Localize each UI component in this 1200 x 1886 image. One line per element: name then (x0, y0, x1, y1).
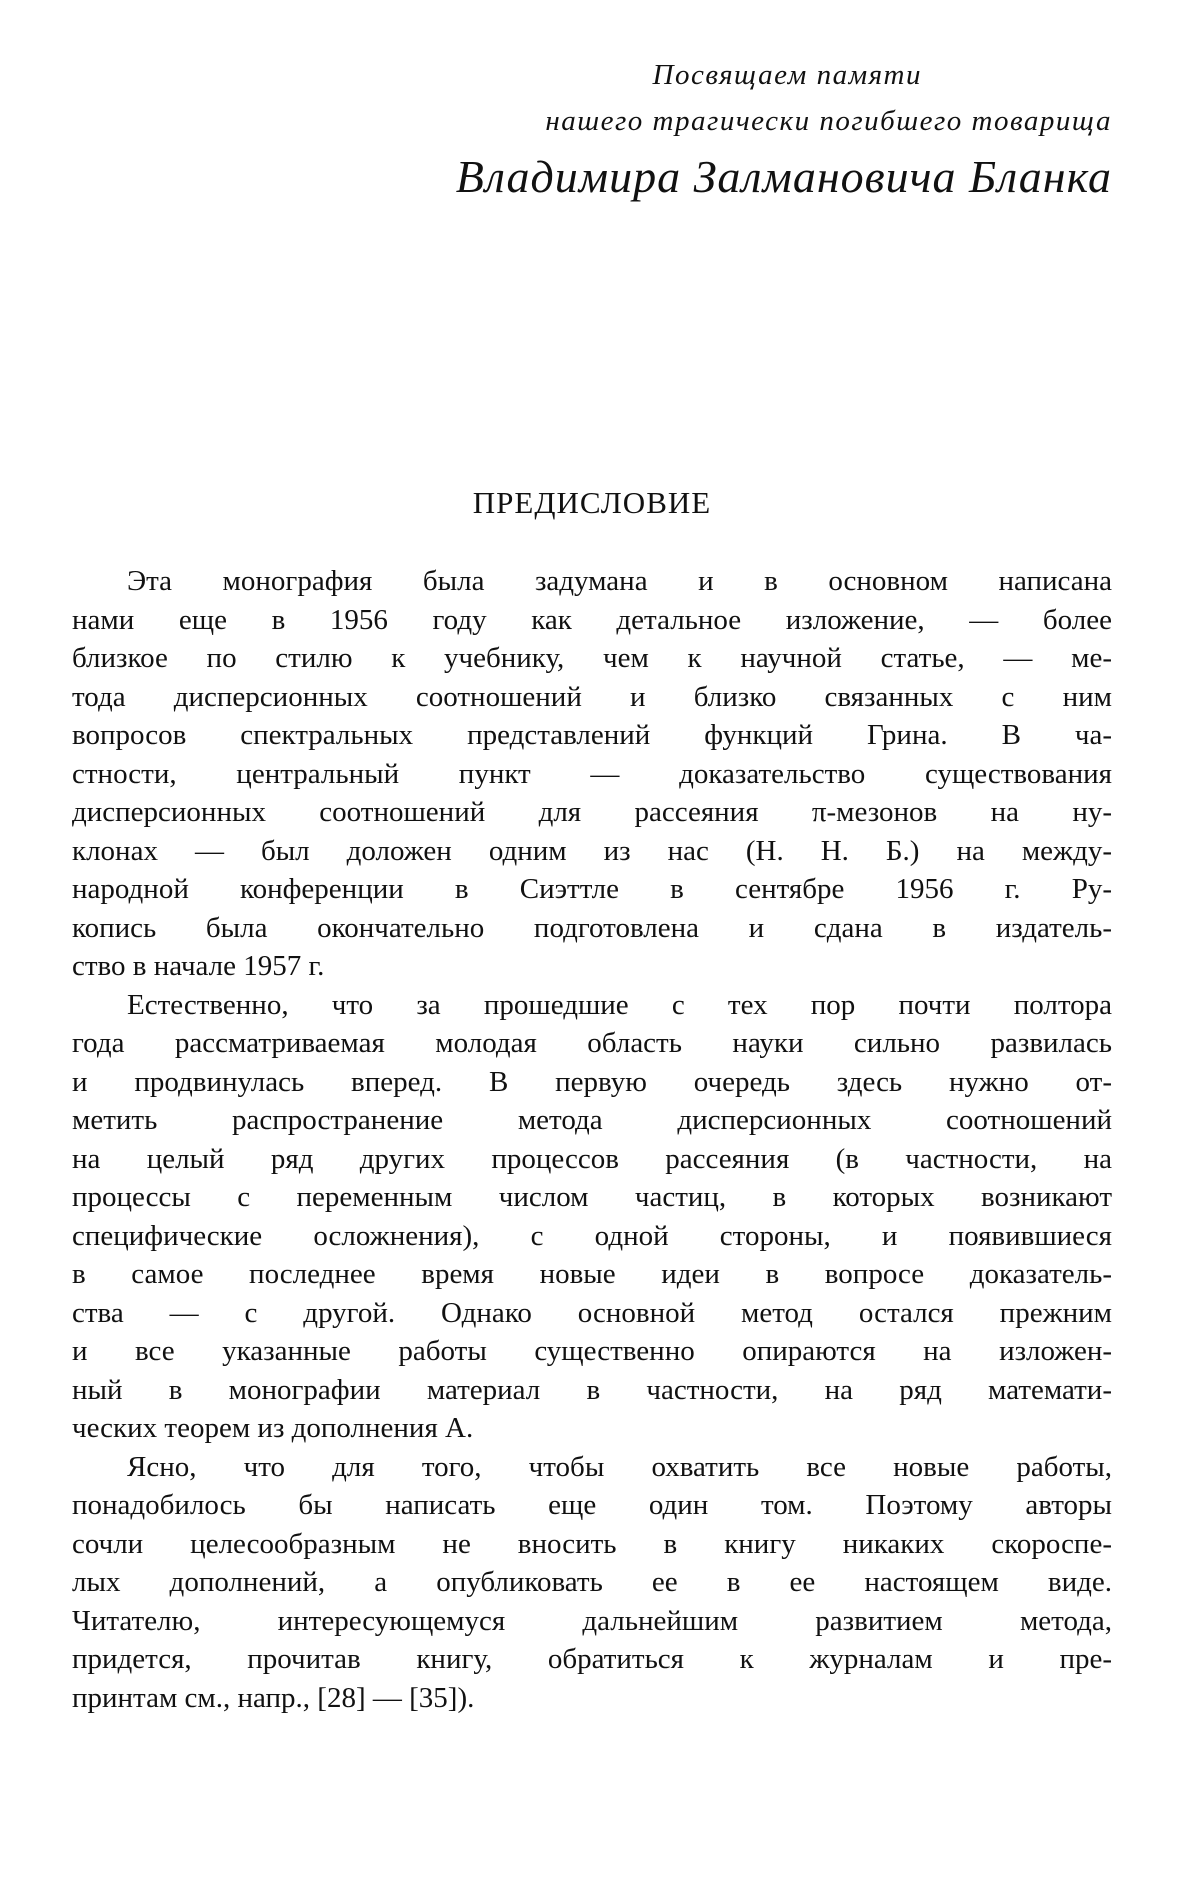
dedication (300, 52, 1112, 208)
text-line: копись была окончательно подготовлена и сдана в издатель- (72, 911, 1112, 944)
text-line: процессы с переменным числом частиц, в которых возникают (72, 1181, 1112, 1213)
text-line: ческих теорем из дополнения А. (72, 1412, 474, 1444)
preface-body (72, 562, 1112, 1717)
text-line: специфические осложнения), с одной стороны, и появившиеся (72, 1219, 1112, 1252)
dedication-line-2: нашего трагически погибшего товарища (545, 105, 1112, 137)
text-line: Естественно, что за прошедшие с тех пор почти полтора (127, 988, 1112, 1021)
paragraph-1 (72, 562, 1112, 986)
text-line: ства — с другой. Однако основной метод остался прежним (72, 1296, 1112, 1329)
text-line: тода дисперсионных соотношений и близко связанных с ним (72, 680, 1112, 713)
text-line: нами еще в 1956 году как детальное изложение, — более (72, 603, 1112, 636)
text-line: вопросов спектральных представлений функций Грина. В ча- (72, 719, 1112, 751)
text-line: стности, центральный пункт — доказательство существования (72, 757, 1112, 790)
text-line: и все указанные работы существенно опираются на изложен- (72, 1335, 1112, 1367)
text-line: Читателю, интересующемуся дальнейшим развитием метода, (72, 1604, 1112, 1637)
text-line: Эта монография была задумана и в основном написана (127, 565, 1112, 597)
text-line: на целый ряд других процессов рассеяния (в частности, на (72, 1142, 1112, 1175)
text-line: народной конференции в Сиэттле в сентябре 1956 г. Ру- (72, 873, 1112, 905)
text-line: понадобилось бы написать еще один том. Поэтому авторы (72, 1489, 1112, 1521)
preface-title: ПРЕДИСЛОВИЕ (472, 485, 712, 520)
text-line: клонах — был доложен одним из нас (Н. Н. Б.) на между- (72, 834, 1112, 867)
text-line: года рассматриваемая молодая область науки сильно развилась (72, 1027, 1112, 1059)
text-line: ный в монографии материал в частности, на ряд математи- (72, 1373, 1112, 1406)
paragraph-3 (72, 1448, 1112, 1718)
dedication-name: Владимира Залмановича Бланка (455, 151, 1112, 202)
text-line: близкое по стилю к учебнику, чем к научной статье, — ме- (72, 642, 1112, 674)
text-line: Ясно, что для того, чтобы охватить все новые работы, (127, 1450, 1112, 1483)
text-line: сочли целесообразным не вносить в книгу никаких скороспе- (72, 1527, 1112, 1560)
text-line: и продвинулась вперед. В первую очередь здесь нужно от- (72, 1065, 1112, 1098)
text-line: придется, прочитав книгу, обратиться к журналам и пре- (72, 1643, 1112, 1675)
text-line: в самое последнее время новые идеи в вопросе доказатель- (72, 1258, 1112, 1290)
dedication-line-1: Посвящаем памяти (652, 59, 922, 91)
text-line: дисперсионных соотношений для рассеяния π-мезонов на ну- (72, 796, 1112, 828)
text-line: ство в начале 1957 г. (72, 950, 325, 982)
paragraph-2 (72, 986, 1112, 1448)
text-line: принтам см., напр., [28] — [35]). (72, 1681, 475, 1714)
text-line: лых дополнений, а опубликовать ее в ее настоящем виде. (72, 1566, 1112, 1598)
text-line: метить распространение метода дисперсионных соотношений (72, 1104, 1112, 1136)
